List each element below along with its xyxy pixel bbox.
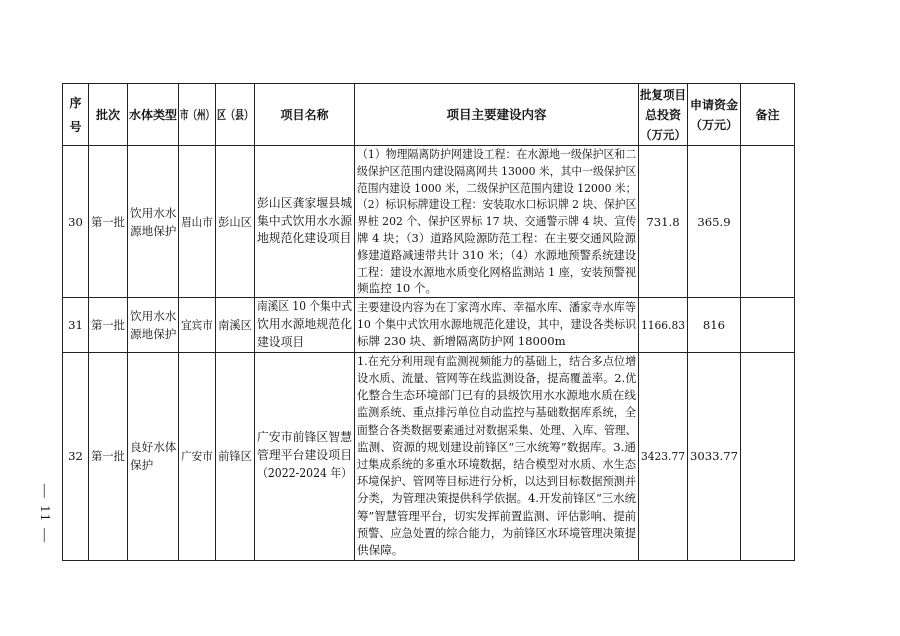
project-table (62, 83, 795, 561)
requested-funds-value: 816 (702, 317, 726, 332)
water-type-line: 源地保护 (130, 326, 177, 341)
header-project-name (255, 84, 355, 146)
batch-value: 第一批 (91, 317, 125, 332)
content-line: 级保护区范围内建设隔离网共 13000 米，其中一级保护区 (357, 163, 637, 178)
water-type-line: 饮用水水 (130, 205, 177, 220)
district-cell (216, 352, 255, 560)
remarks-cell (741, 352, 795, 560)
requested-funds-cell (688, 146, 741, 298)
header-label: 市（州） (180, 107, 215, 122)
approved-investment-cell (639, 146, 688, 298)
content-line: （2）标识标牌建设工程：安装取水口标识牌 2 块、保护区 (357, 197, 637, 212)
city-value: 广安市 (181, 449, 213, 464)
content-cell (355, 146, 639, 298)
header-label: 水体类型 (129, 107, 178, 122)
content-line: 过集成系统的多重水环境数据，结合模型对水质、水生态 (357, 457, 636, 472)
project-name-line: 广安市前锋区智慧 (257, 430, 352, 445)
city-value: 眉山市 (181, 214, 213, 229)
content-line: 供保障。 (357, 543, 404, 558)
header-label-line: 总投资 (644, 107, 681, 122)
content-line: 环境保护、管网等目标进行分析，以达到目标数据预测并 (357, 474, 636, 489)
water-type-cell (128, 352, 179, 560)
city-cell (179, 298, 216, 352)
batch-cell (89, 146, 128, 298)
remarks-cell (741, 298, 795, 352)
content-line: 监测、资源的规划建设前锋区“三水统筹”数据库。3.通 (357, 439, 636, 454)
content-line: 频监控 10 个。 (357, 281, 438, 296)
approved-investment-cell (639, 352, 688, 560)
water-type-cell (128, 298, 179, 352)
district-value: 南溪区 (218, 317, 252, 332)
header-district (216, 84, 255, 146)
remarks-cell (741, 146, 795, 298)
content-line: 化整合生态环境部门已有的县级饮用水水源地水质在线 (357, 388, 636, 403)
requested-funds-cell (688, 352, 741, 560)
header-water-type (128, 84, 179, 146)
content-line: （1）物理隔离防护网建设工程：在水源地一级保护区和二 (357, 147, 637, 161)
approved-investment-cell (639, 298, 688, 352)
requested-funds-value: 3033.77 (690, 449, 738, 464)
header-approved-investment (639, 84, 688, 146)
table-row (63, 352, 795, 560)
content-line: 1.在充分利用现有监测视频能力的基础上，结合多点位增 (357, 353, 637, 368)
header-label-line: 号 (69, 119, 82, 134)
district-cell (216, 146, 255, 298)
project-name-line: 彭山区龚家堰县城 (257, 195, 352, 210)
water-type-line: 保护 (130, 458, 154, 473)
header-label-line: （万元） (640, 127, 687, 142)
content-line: 主要建设内容为在丁家湾水库、幸福水库、潘家寺水库等 (357, 300, 636, 315)
content-line: 设水质、流量、管网等在线监测设备，提高覆盖率。2.优 (357, 371, 637, 386)
project-name-line: 南溪区 10 个集中式 (257, 299, 353, 314)
content-line: 预警、应急处置的综合能力，为前锋区水环境管理决策提 (357, 525, 636, 540)
water-type-line: 源地保护 (130, 223, 177, 238)
project-name-line: 饮用水源地规范化 (257, 316, 352, 331)
header-label: 区（县） (217, 107, 254, 122)
content-line: 标牌 230 块、新增隔离防护网 18000m (357, 334, 566, 349)
content-line: 面整合各类数据要素通过对数据采集、处理、入库、管理、 (357, 422, 637, 437)
table-row (63, 298, 795, 352)
header-label: 备注 (755, 107, 780, 122)
page-number: — 11 — (37, 483, 52, 545)
batch-value: 第一批 (91, 449, 125, 464)
content-line: 范围内建设 1000 米，二级保护区范围内建设 12000 米； (357, 180, 637, 195)
water-type-line: 良好水体 (130, 440, 177, 455)
city-cell (179, 146, 216, 298)
header-row (63, 84, 795, 146)
project-name-cell (255, 352, 355, 560)
batch-cell (89, 352, 128, 560)
seq-cell (63, 352, 89, 560)
district-value: 前锋区 (218, 449, 252, 464)
content-line: 筹”智慧管理平台，切实发挥前置监测、评估影响、提前 (357, 508, 637, 523)
city-cell (179, 352, 216, 560)
seq-value: 32 (68, 449, 83, 464)
approved-investment-value: 3423.77 (641, 449, 685, 464)
approved-investment-value: 1166.83 (641, 317, 685, 332)
content-cell (355, 298, 639, 352)
content-line: 界桩 202 个、保护区界标 17 块、交通警示牌 4 块、宣传 (357, 214, 637, 229)
table-row (63, 146, 795, 298)
header-requested-funds (688, 84, 741, 146)
project-name-cell (255, 146, 355, 298)
seq-cell (63, 146, 89, 298)
header-city (179, 84, 216, 146)
project-name-line: 地规范化建设项目 (257, 231, 352, 246)
content-line: 牌 4 块；（3）道路风险源防范工程：在主要交通风险源 (357, 230, 636, 245)
batch-cell (89, 298, 128, 352)
content-line: 10 个集中式饮用水源地规范化建设，其中，建设各类标识 (357, 317, 636, 332)
project-name-line: 建设项目 (257, 334, 305, 349)
requested-funds-value: 365.9 (697, 214, 731, 229)
water-type-line: 饮用水水 (130, 308, 177, 323)
header-label: 项目名称 (280, 107, 329, 122)
header-remarks (741, 84, 795, 146)
header-label-line: 申请资金 (689, 97, 738, 112)
content-cell (355, 352, 639, 560)
requested-funds-cell (688, 298, 741, 352)
project-name-line: （2022-2024 年） (257, 465, 353, 480)
district-cell (216, 298, 255, 352)
header-label-line: 批复项目 (640, 87, 687, 102)
seq-value: 31 (68, 317, 83, 332)
city-value: 宜宾市 (181, 317, 213, 332)
header-label-line: （万元） (689, 117, 738, 132)
batch-value: 第一批 (91, 214, 125, 229)
header-label: 项目主要建设内容 (446, 106, 547, 122)
header-label: 批次 (95, 107, 120, 122)
project-name-cell (255, 298, 355, 352)
seq-cell (63, 298, 89, 352)
header-seq (63, 84, 89, 146)
content-line: 监测系统、重点排污单位自动监控与基础数据库系统，全 (357, 405, 636, 420)
district-value: 彭山区 (218, 214, 252, 229)
content-line: 修建道路减速带共计 310 米；（4）水源地预警系统建设 (357, 247, 637, 262)
header-batch (89, 84, 128, 146)
content-line: 分类，为管理决策提供科学依据。4.开发前锋区“三水统 (357, 491, 636, 506)
water-type-cell (128, 146, 179, 298)
project-name-line: 集中式饮用水水源 (257, 213, 352, 228)
header-label-line: 序 (69, 95, 82, 110)
header-content (355, 84, 639, 146)
project-name-line: 管理平台建设项目 (257, 448, 352, 463)
seq-value: 30 (68, 214, 83, 229)
approved-investment-value: 731.8 (646, 214, 680, 229)
content-line: 工程：建设水源地水质变化网格监测站 1 座，安装预警视 (357, 264, 636, 279)
